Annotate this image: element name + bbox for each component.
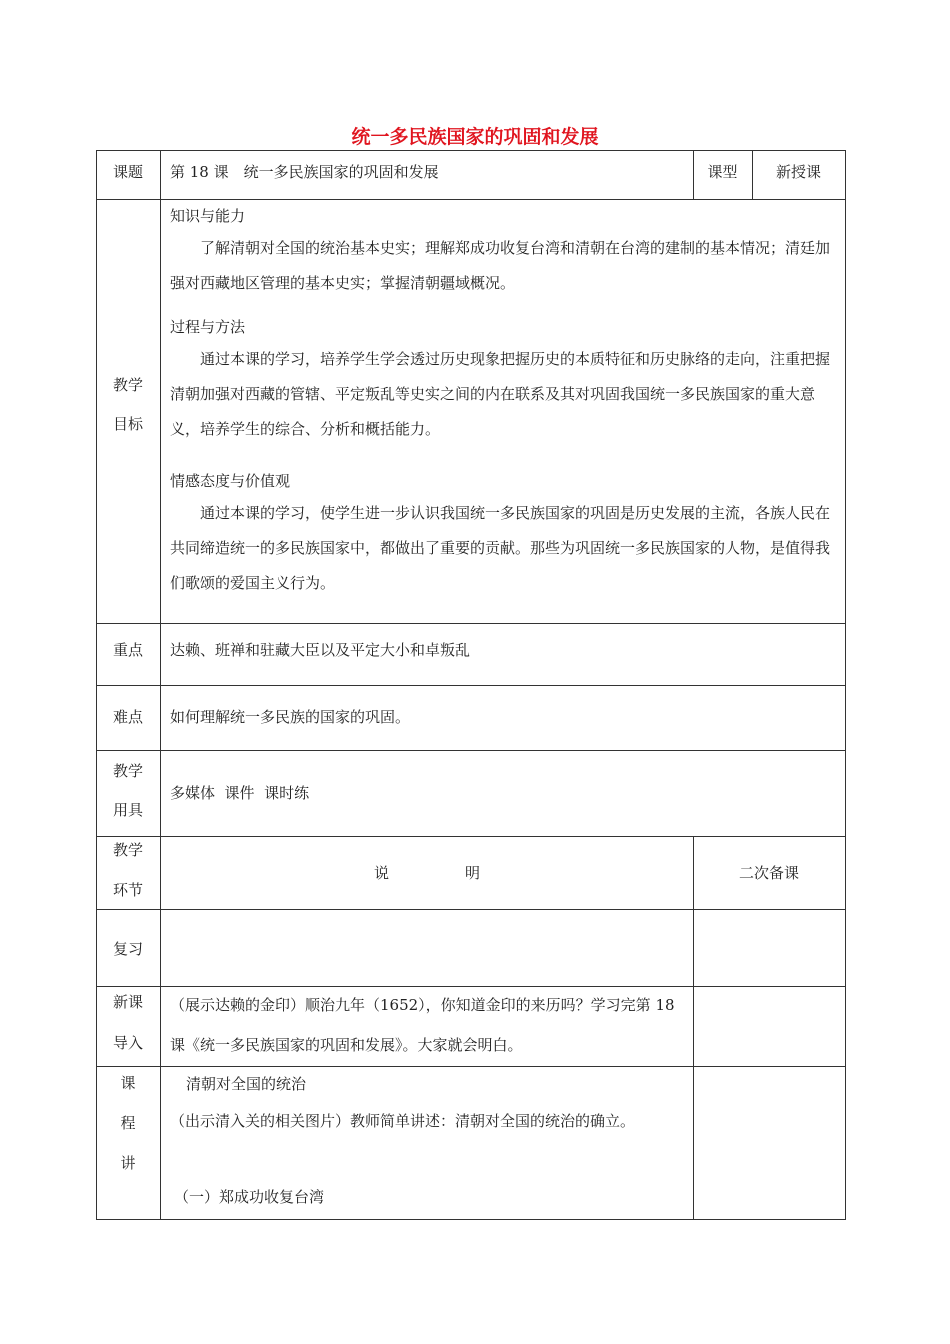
- tools-label-1: 教学: [112, 762, 143, 780]
- table-border-top: [96, 150, 846, 151]
- description-header-a: 说: [374, 864, 390, 882]
- intro-label-1: 新课: [112, 993, 143, 1011]
- topic-label: 课题: [112, 163, 143, 181]
- table-rule: [96, 1066, 846, 1067]
- key-points-value: 达赖、班禅和驻藏大臣以及平定大小和卓叛乱: [170, 641, 471, 659]
- table-rule: [96, 685, 846, 686]
- lecture-label-2: 程: [120, 1114, 136, 1132]
- table-rule: [96, 623, 846, 624]
- objective-text-knowledge: 了解清朝对全国的统治基本史实；理解郑成功收复台湾和清朝在台湾的建制的基本情况；清廷加强对西藏地区管理的基本史实；掌握清朝疆域概况。: [170, 239, 831, 292]
- table-rule: [96, 836, 846, 837]
- objective-heading-emotion: 情感态度与价值观: [170, 472, 291, 490]
- lecture-label-1: 课: [120, 1074, 136, 1092]
- table-rule: [96, 199, 846, 200]
- revision-header: 二次备课: [738, 864, 799, 882]
- steps-label-2: 环节: [112, 881, 143, 899]
- intro-label-2: 导入: [112, 1034, 143, 1052]
- lecture-text: （出示清入关的相关图片）教师简单讲述：清朝对全国的统治的确立。: [170, 1112, 636, 1130]
- objectives-label-1: 教学: [112, 376, 143, 394]
- table-rule: [96, 909, 846, 910]
- lecture-label-3: 讲: [120, 1154, 136, 1172]
- key-points-label: 重点: [112, 641, 143, 659]
- difficulties-value: 如何理解统一多民族的国家的巩固。: [170, 708, 411, 726]
- lecture-subheading: （一）郑成功收复台湾: [174, 1188, 325, 1206]
- review-label: 复习: [112, 940, 143, 958]
- topic-value: 第 18 课 统一多民族国家的巩固和发展: [170, 163, 439, 181]
- difficulties-label: 难点: [112, 708, 143, 726]
- table-rule: [96, 750, 846, 751]
- table-border-bottom: [96, 1219, 846, 1220]
- objectives-label-2: 目标: [112, 415, 143, 433]
- table-border-right: [845, 150, 846, 1220]
- tools-label-2: 用具: [112, 801, 143, 819]
- document-title: 统一多民族国家的巩固和发展: [351, 126, 599, 148]
- lecture-heading: 清朝对全国的统治: [186, 1075, 307, 1093]
- tools-value: 多媒体 课件 课时练: [170, 784, 310, 802]
- objective-text-emotion: 通过本课的学习，使学生进一步认识我国统一多民族国家的巩固是历史发展的主流，各族人民在共同缔造统一的多民族国家中，都做出了重要的贡献。那些为巩固统一多民族国家的人物，是值得我们歌颂的爱国主义行为。: [170, 504, 831, 592]
- table-rule: [693, 836, 694, 1220]
- objective-heading-knowledge: 知识与能力: [170, 207, 246, 225]
- steps-label-1: 教学: [112, 841, 143, 859]
- type-value: 新授课: [775, 163, 821, 181]
- table-rule: [160, 150, 161, 1220]
- description-header-b: 明: [465, 864, 481, 882]
- objective-text-process: 通过本课的学习，培养学生学会透过历史现象把握历史的本质特征和历史脉络的走向，注重把握清朝加强对西藏的管辖、平定叛乱等史实之间的内在联系及其对巩固我国统一多民族国家的重大意义，培养学生的综合、分析和概括能力。: [170, 350, 831, 438]
- objective-heading-process: 过程与方法: [170, 318, 246, 336]
- intro-text: （展示达赖的金印）顺治九年（1652），你知道金印的来历吗？学习完第 18 课《统一多民族国家的巩固和发展》。大家就会明白。: [170, 996, 675, 1054]
- type-label: 课型: [707, 163, 738, 181]
